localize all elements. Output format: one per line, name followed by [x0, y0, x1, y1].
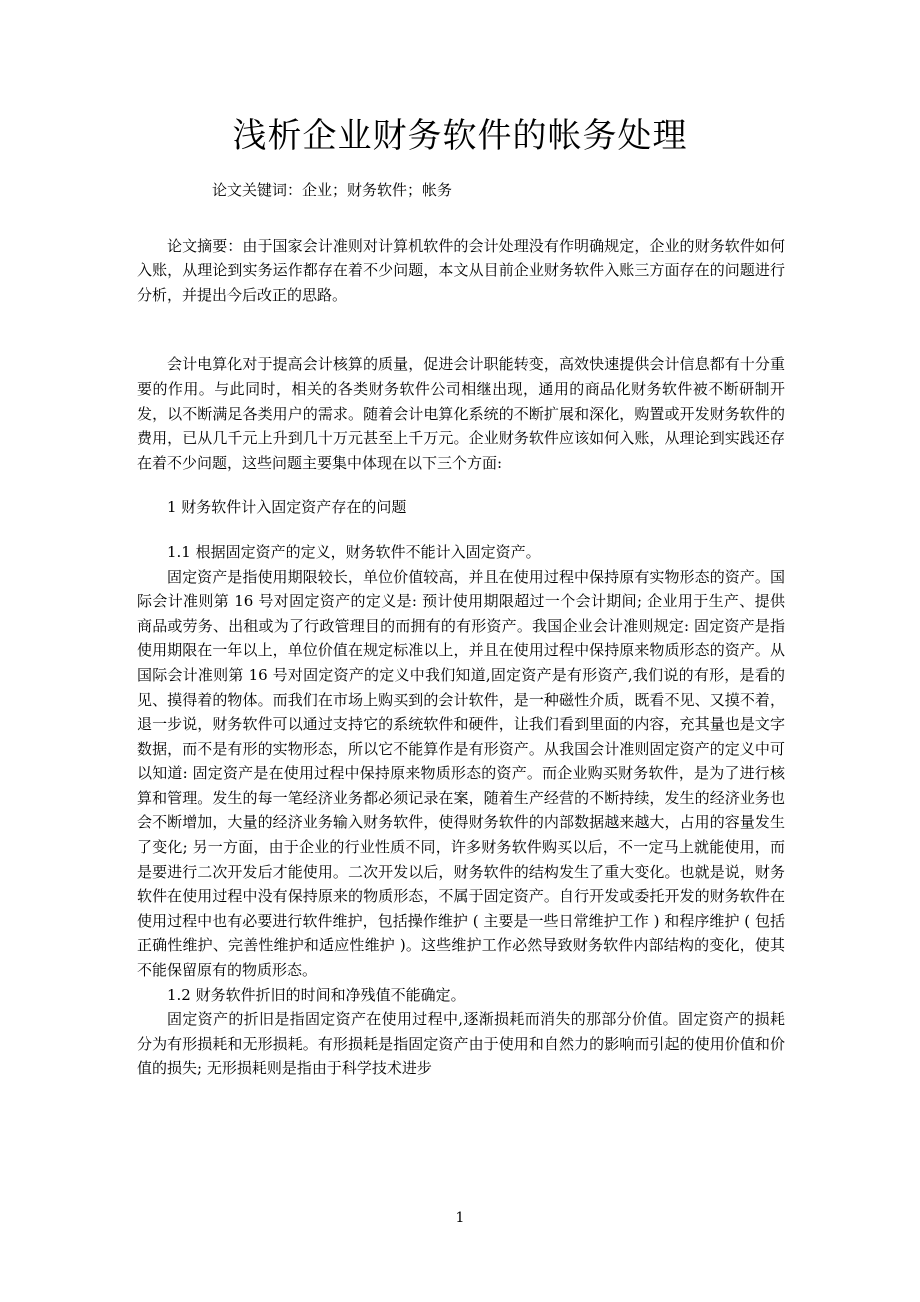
subsection-body-1-2: 固定资产的折旧是指固定资产在使用过程中,逐渐损耗而消失的那部分价值。固定资产的损耗分为有形损耗和无形损耗。有形损耗是指固定资产由于使用和自然力的影响而引起的使用价值和价值的损失; 无形损耗则是指由于科学技术进步 — [137, 1010, 785, 1078]
subsection-heading-1-2: 1.2 财务软件折旧的时间和净残值不能确定。 — [167, 985, 466, 1004]
keywords-line: 论文关键词：企业；财务软件；帐务 — [212, 181, 453, 199]
section-heading-1: 1 财务软件计入固定资产存在的问题 — [167, 498, 407, 517]
document-body — [137, 178, 785, 1081]
abstract-paragraph: 论文摘要：由于国家会计准则对计算机软件的会计处理没有作明确规定，企业的财务软件如何入账，从理论到实务运作都存在着不少问题，本文从目前企业财务软件入账三方面存在的问题进行分析，并提出今后改正的思路。 — [137, 236, 785, 304]
intro-paragraph: 会计电算化对于提高会计核算的质量，促进会计职能转变，高效快速提供会计信息都有十分重要的作用。与此同时，相关的各类财务软件公司相继出现，通用的商品化财务软件被不断研制开发，以不断满足各类用户的需求。随着会计电算化系统的不断扩展和深化，购置或开发财务软件的费用，已从几千元上升到几十万元甚至上千万元。企业财务软件应该如何入账，从理论到实践还存在着不少问题，这些问题主要集中体现在以下三个方面: — [137, 355, 785, 472]
page-number: 1 — [455, 1210, 465, 1226]
document-title: 浅析企业财务软件的帐务处理 — [232, 116, 688, 156]
subsection-heading-1-1: 1.1 根据固定资产的定义，财务软件不能计入固定资产。 — [167, 542, 541, 561]
subsection-body-1-1: 固定资产是指使用期限较长，单位价值较高，并且在使用过程中保持原有实物形态的资产。国际会计准则第 16 号对固定资产的定义是: 预计使用期限超过一个会计期间; 企业用于生产、提供商品或劳务、出租或为了行政管理目的而拥有的有形资产。我国企业会计准则规定: 固定资产是指使用期限在一年以上，单位价值在规定标准以上，并且在使用过程中保持原来物质形态的资产。从国际会计准则第 16 号对固定资产的定义中我们知道,固定资产是有形资产,我们说的有形，是看的见、摸得着的物体。而我们在市场上购买到的会计软件，是一种磁性介质，既看不见、又摸不着，退一步说，财务软件可以通过支持它的系统软件和硬件，让我们看到里面的内容，充其量也是文字数据，而不是有形的实物形态，所以它不能算作是有形资产。从我国会计准则固定资产的定义中可以知道: 固定资产是在使用过程中保持原来物质形态的资产。而企业购买财务软件，是为了进行核算和管理。发生的每一笔经济业务都必须记录在案，随着生产经营的不断持续，发生的经济业务也会不断增加，大量的经济业务输入财务软件，使得财务软件的内部数据越来越大，占用的容量发生了变化; 另一方面，由于企业的行业性质不同，许多财务软件购买以后，不一定马上就能使用，而是要进行二次开发后才能使用。二次开发以后，财务软件的结构发生了重大变化。也就是说，财务软件在使用过程中没有保持原来的物质形态，不属于固定资产。自行开发或委托开发的财务软件在使用过程中也有必要进行软件维护，包括操作维护 ( 主要是一些日常维护工作 ) 和程序维护 ( 包括正确性维护、完善性维护和适应性维护 )。这些维护工作必然导致财务软件内部结构的变化，使其不能保留原有的物质形态。 — [137, 567, 785, 980]
